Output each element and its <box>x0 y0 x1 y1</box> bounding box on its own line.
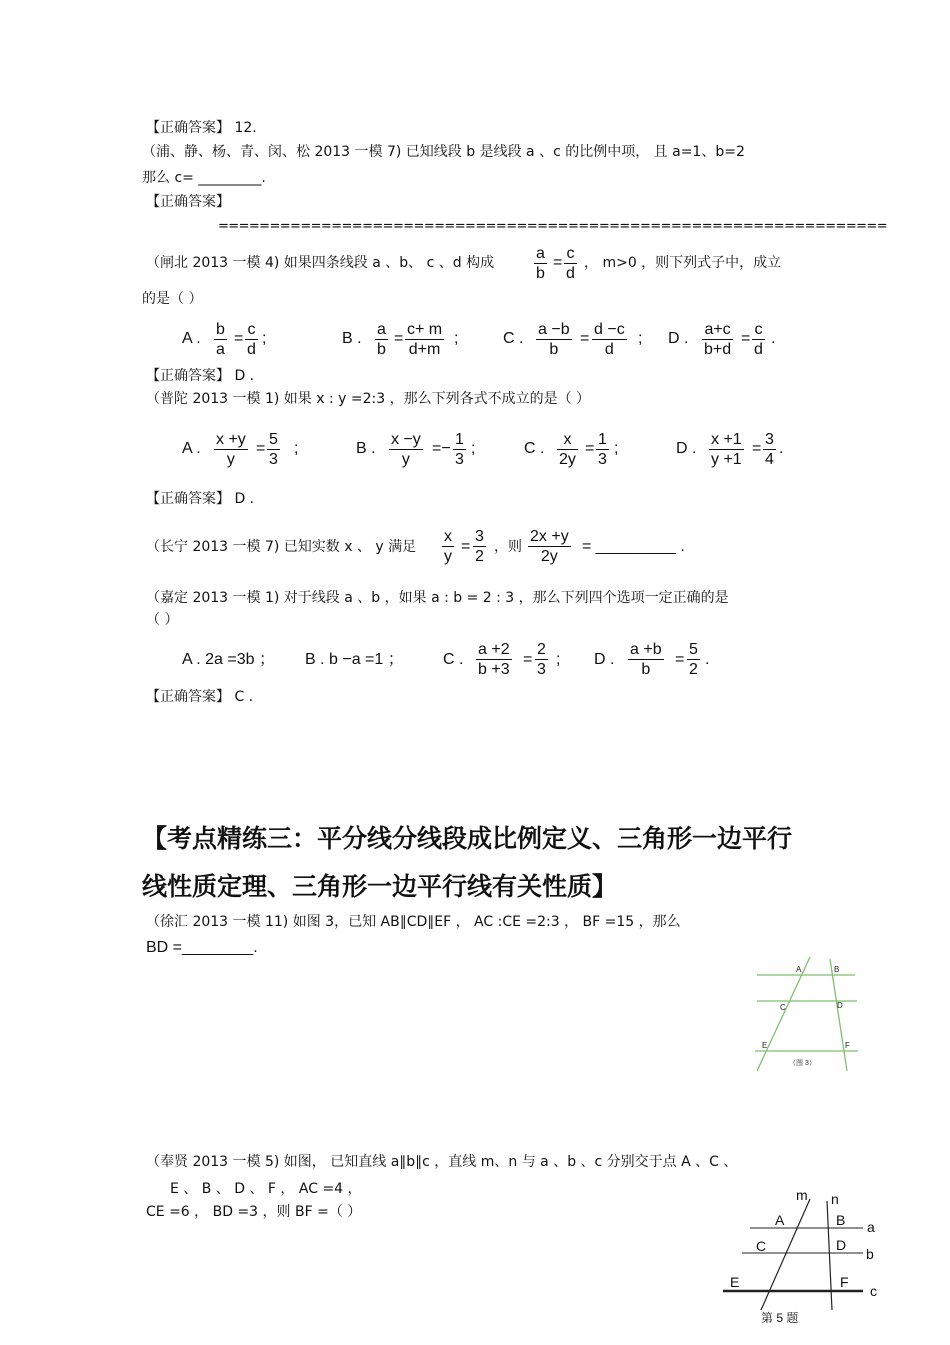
equals-minus-sign: =− <box>432 440 451 457</box>
label-a: A <box>796 965 802 974</box>
option-d-label: D . <box>676 440 697 457</box>
equals-sign: = <box>741 330 751 347</box>
question-1-line1: （浦、静、杨、青、闵、松 2013 一模 7) 已知线段 b 是线段 a 、c 的比例中项， 且 a=1、b=2 <box>142 144 745 160</box>
option-b-label: B . <box>342 330 362 347</box>
answer-label: 【正确答案】 D . <box>146 491 255 507</box>
question-1-line2: 那么 c= _________. <box>142 170 266 186</box>
fraction-c-over-d: $\frac{c}{d}$ <box>566 245 575 282</box>
option-c-label: C . <box>503 330 524 347</box>
fraction-a-over-b: $\frac{a}{b}$ <box>536 245 545 282</box>
option-d-frac2: $\frac{5}{2}$ <box>689 641 698 678</box>
question-2-stem: （闸北 2013 一模 4) 如果四条线段 a 、b、 c 、d 构成 <box>146 255 495 271</box>
section-heading-line1: 【考点精练三：平分线分线段成比例定义、三角形一边平行 <box>142 824 793 853</box>
label-m: m <box>796 1187 808 1203</box>
option-c-label: C . <box>443 651 464 668</box>
option-d-label: D . <box>594 651 615 668</box>
option-c-frac1: $\frac{a -b}{b}$ <box>538 321 570 358</box>
question-6-line1: （徐汇 2013 一模 11) 如图 3，已知 AB∥CD∥EF ， AC :CE =2:3 ， BF =15 ，那么 <box>146 914 681 930</box>
line-n <box>827 1201 832 1310</box>
option-b-frac2: $\frac{1}{3}$ <box>455 431 464 468</box>
option-c-frac2: $\frac{1}{3}$ <box>598 431 607 468</box>
label-d-point: D <box>836 1237 847 1253</box>
period: . <box>771 330 776 347</box>
label-line-c: c <box>870 1283 877 1299</box>
equals-sign: = <box>234 330 244 347</box>
option-b-frac1: $\frac{x -y}{y}$ <box>391 431 421 468</box>
label-f: F <box>845 1041 850 1050</box>
label-c: C <box>780 1003 786 1012</box>
answer-label: 【正确答案】 D . <box>146 368 255 384</box>
question-3-stem: （普陀 2013 一模 1) 如果 x : y =2:3 ，那么下列各式不成立的是（ ） <box>146 391 591 407</box>
label-n: n <box>831 1191 839 1207</box>
answer-label: 【正确答案】 12. <box>146 120 257 136</box>
option-d-frac1: $\frac{x +1}{y +1}$ <box>711 431 742 468</box>
label-e: E <box>762 1041 768 1050</box>
option-a: A . 2a =3b ； <box>182 651 275 668</box>
option-d-frac2: $\frac{3}{4}$ <box>765 431 774 468</box>
answer-label: 【正确答案】 C . <box>146 689 254 705</box>
option-d-frac2: $\frac{c}{d}$ <box>754 321 763 358</box>
label-e-point: E <box>730 1274 740 1290</box>
fraction-2x-plus-y: $\frac{2x +y}{2y}$ <box>530 528 569 565</box>
divider: ================================================================= <box>218 219 888 234</box>
option-c-frac1: $\frac{x}{2y}$ <box>559 431 576 468</box>
fraction-x-over-y: $\frac{x}{y}$ <box>444 528 452 565</box>
line-m <box>761 1199 810 1310</box>
equals-sign: = <box>752 440 762 457</box>
option-c-frac1: $\frac{a +2}{b +3}$ <box>478 641 510 678</box>
question-6-line2: BD =________. <box>146 939 258 956</box>
question-2-stem-end: ， m>0 ，则下列式子中，成立 <box>584 255 782 271</box>
option-a-frac2: $\frac{c}{d}$ <box>247 321 256 358</box>
figure-3-parallel-lines <box>745 955 865 1075</box>
question-7-line3: CE =6 ， BD =3 ，则 BF =（ ） <box>146 1204 362 1220</box>
label-f-point: F <box>840 1274 849 1290</box>
question-4-stem: （长宁 2013 一模 7) 已知实数 x 、 y 满足 <box>146 539 417 555</box>
option-b: B . b −a =1 ； <box>305 651 404 668</box>
semicolon: ; <box>471 440 476 457</box>
equals-sign: = <box>523 651 533 668</box>
option-c-frac2: $\frac{2}{3}$ <box>537 641 546 678</box>
question-4-blank: = _________ . <box>582 538 685 555</box>
semicolon: ; <box>454 330 459 347</box>
transversal-ace <box>757 957 810 1071</box>
label-d: D <box>837 1001 843 1010</box>
option-d-label: D . <box>668 330 689 347</box>
equals-sign: = <box>256 440 266 457</box>
equals-sign: = <box>675 651 685 668</box>
option-b-frac2: $\frac{c+ m}{d+m}$ <box>407 321 443 358</box>
option-a-frac2: $\frac{5}{3}$ <box>269 431 278 468</box>
question-7-line1: （奉贤 2013 一模 5) 如图， 已知直线 a∥b∥c ，直线 m、n 与 a 、b 、c 分别交于点 A 、C 、 <box>146 1154 738 1170</box>
question-7-line2: E 、 B 、 D 、 F ， AC =4 ， <box>170 1181 362 1197</box>
question-5-line1: （嘉定 2013 一模 1) 对于线段 a 、b ，如果 a : b = 2 : 3 ，那么下列四个选项一定正确的是 <box>146 590 729 606</box>
option-b-frac1: $\frac{a}{b}$ <box>377 321 386 358</box>
question-5-line2: （ ） <box>146 612 179 628</box>
label-c-point: C <box>756 1238 767 1254</box>
label-a-point: A <box>775 1212 785 1228</box>
option-c-frac2: $\frac{d -c}{d}$ <box>594 321 625 358</box>
answer-label: 【正确答案】 <box>146 194 230 210</box>
option-a-frac1: $\frac{b}{a}$ <box>216 321 225 358</box>
option-a-label: A . <box>182 330 201 347</box>
semicolon: ; <box>638 330 643 347</box>
period: . <box>779 440 784 457</box>
option-b-label: B . <box>356 440 376 457</box>
label-b: B <box>834 965 840 974</box>
semicolon: ; <box>262 330 267 347</box>
period: . <box>705 651 710 668</box>
section-heading-line2: 线性质定理、三角形一边平行线有关性质】 <box>142 872 618 901</box>
transversal-bdf <box>830 959 847 1071</box>
option-a-frac1: $\frac{x +y}{y}$ <box>216 431 246 468</box>
label-line-a: a <box>867 1219 875 1235</box>
equals-sign: = <box>580 330 590 347</box>
figure-5-parallel-lines <box>715 1185 885 1335</box>
fraction-3-over-2: $\frac{3}{2}$ <box>475 528 484 565</box>
question-4-mid: ，则 <box>494 539 522 555</box>
label-b-point: B <box>836 1212 846 1228</box>
equals-sign: = <box>394 330 404 347</box>
option-d-frac1: $\frac{a +b}{b}$ <box>630 641 662 678</box>
question-2-line2: 的是（ ） <box>142 291 203 307</box>
semicolon: ; <box>556 651 561 668</box>
equals-sign: = <box>585 440 595 457</box>
equals-sign: = <box>461 538 471 555</box>
option-c-label: C . <box>524 440 545 457</box>
equals-sign: = <box>553 254 563 271</box>
option-d-frac1: $\frac{a+c}{b+d}$ <box>704 321 732 358</box>
semicolon: ; <box>614 440 619 457</box>
figure-5-caption: 第 5 题 <box>761 1311 799 1325</box>
option-a-label: A . <box>182 440 201 457</box>
label-line-b: b <box>866 1246 874 1262</box>
semicolon: ; <box>294 440 299 457</box>
figure-3-caption: （图 3） <box>789 1060 816 1067</box>
